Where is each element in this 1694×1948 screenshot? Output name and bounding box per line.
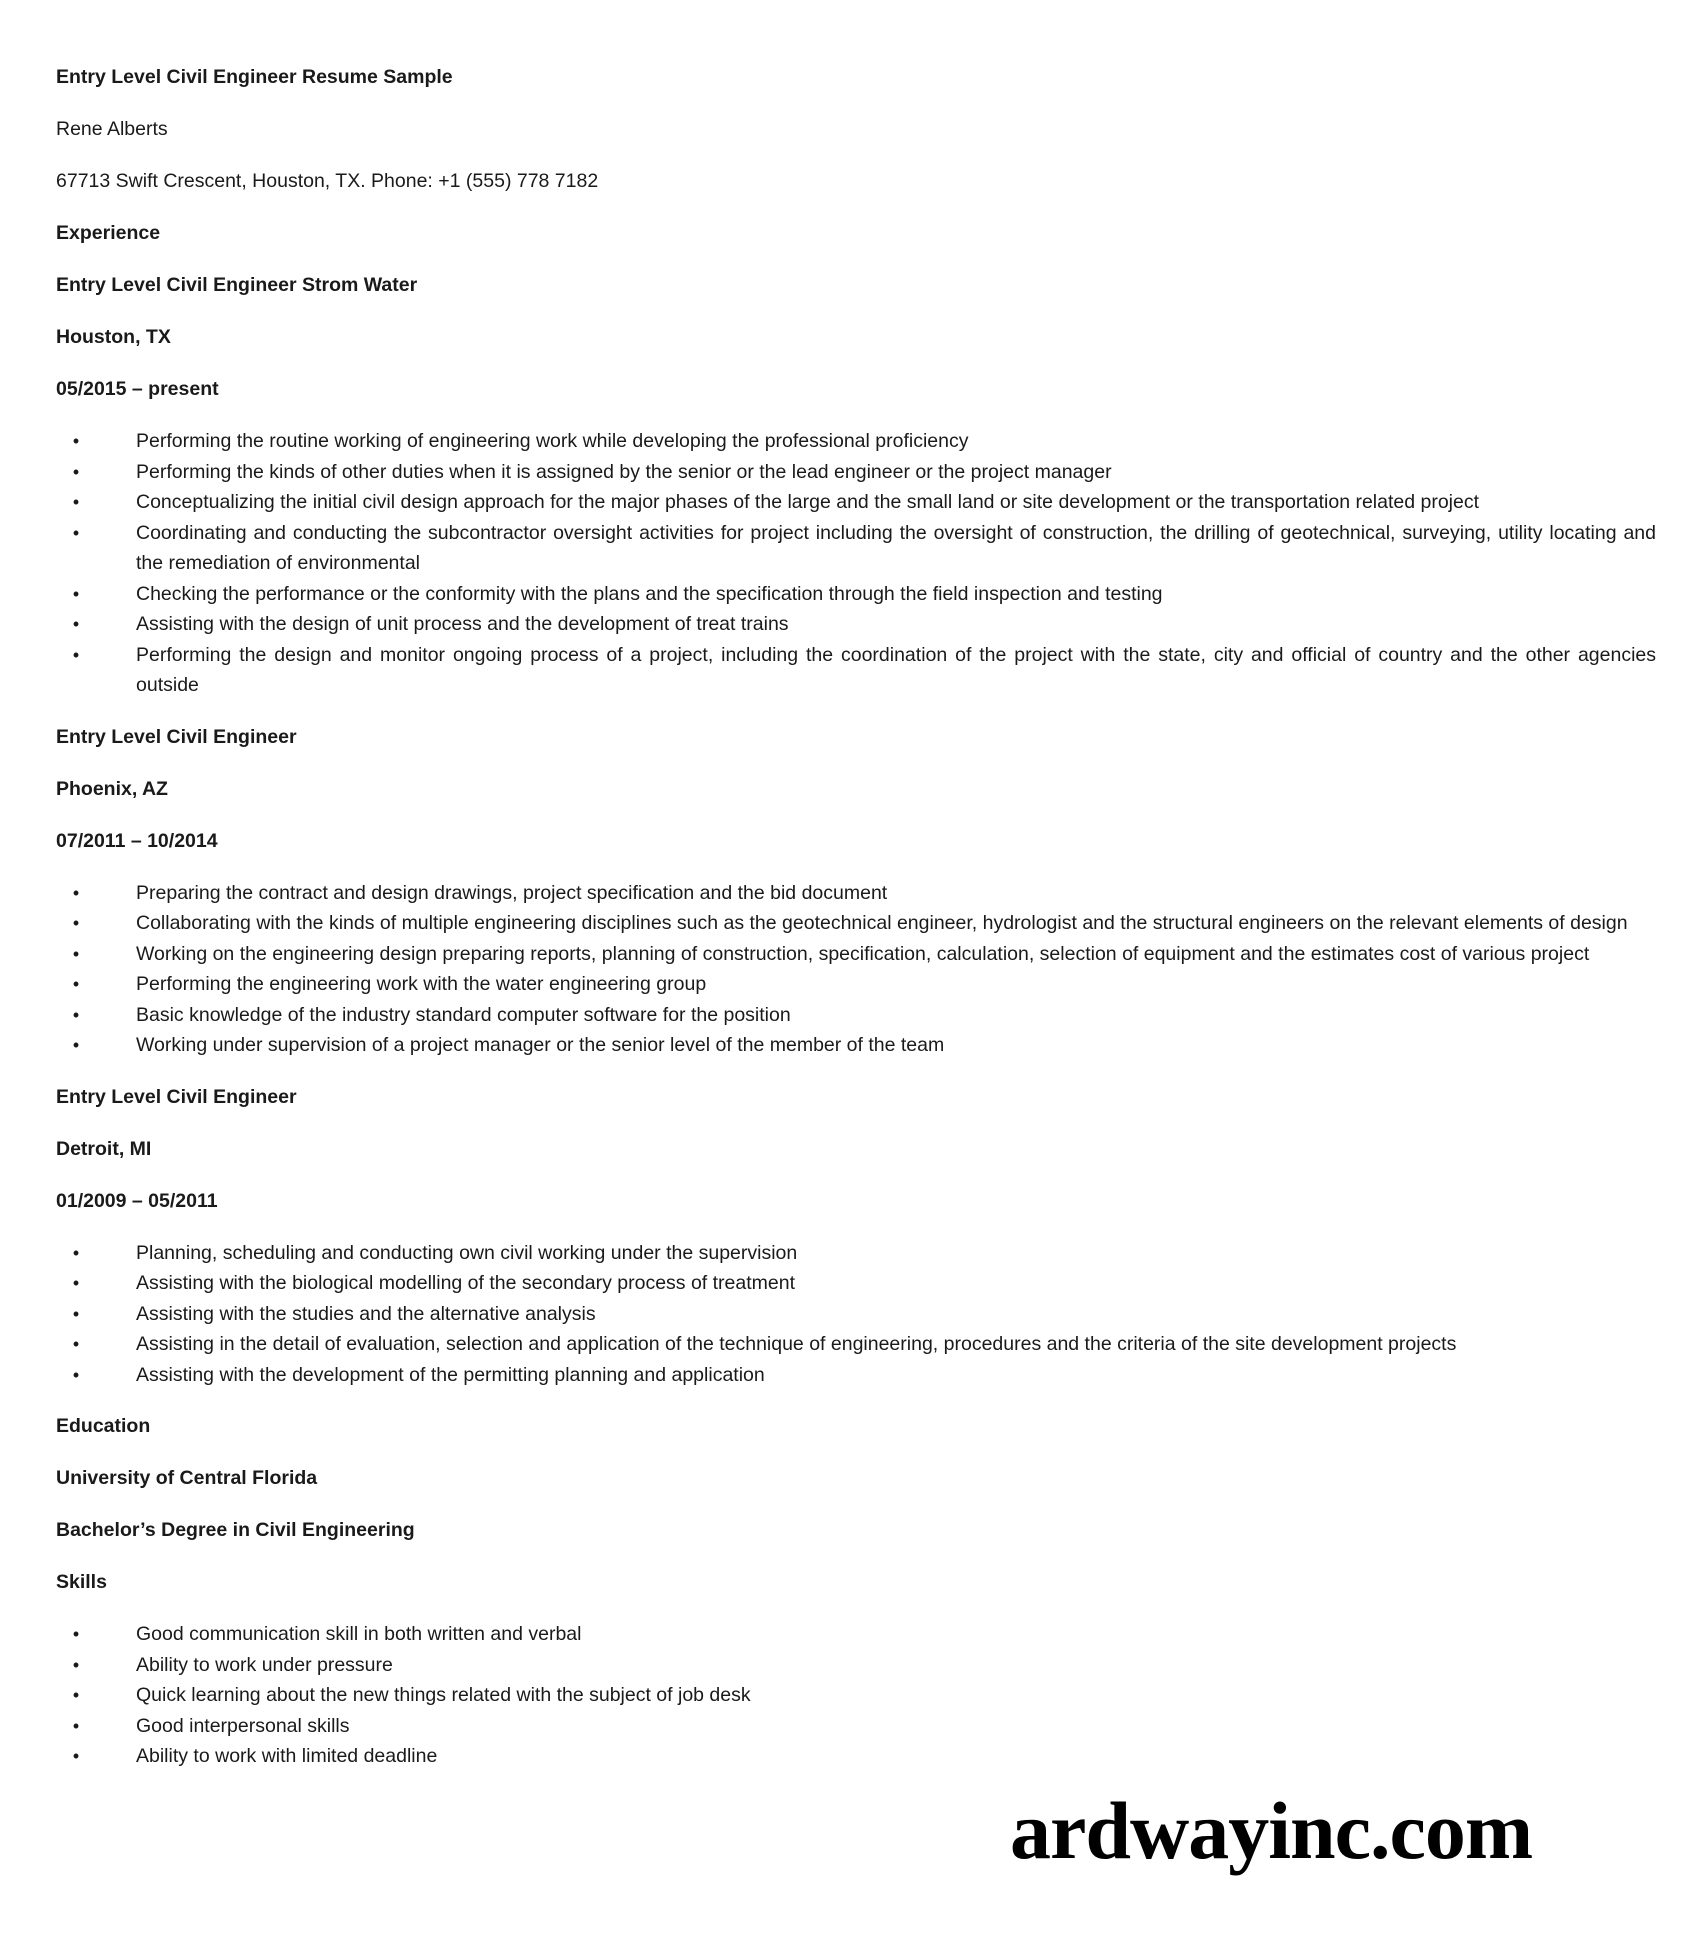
bullet-icon: • — [72, 492, 80, 512]
bullet-text: Ability to work with limited deadline — [136, 1745, 438, 1767]
bullet-icon: • — [72, 882, 80, 903]
bullet-icon: • — [72, 1334, 80, 1354]
bullet-item — [72, 1238, 1656, 1269]
bullet-item — [72, 878, 1656, 909]
job-duties-list — [56, 878, 1656, 1061]
bullet-text: Preparing the contract and design drawings, project specification and the bid document — [136, 881, 888, 904]
contact-info: 67713 Swift Crescent, Houston, TX. Phone: +1 (555) 778 7182 — [56, 170, 599, 192]
bullet-icon: • — [72, 943, 80, 964]
bullet-item — [72, 426, 1656, 457]
bullet-text: Checking the performance or the conformity with the plans and the specification through the field inspection and testing — [136, 582, 1163, 605]
bullet-icon: • — [72, 1654, 80, 1675]
bullet-item — [72, 1030, 1656, 1061]
bullet-item — [72, 1711, 1656, 1742]
job-entry — [56, 722, 1656, 1061]
bullet-text: Basic knowledge of the industry standard computer software for the position — [136, 1003, 791, 1026]
bullet-item — [72, 1268, 1656, 1299]
bullet-item — [72, 1360, 1656, 1391]
bullet-item — [72, 1619, 1656, 1650]
bullet-item — [72, 457, 1656, 488]
job-location: Houston, TX — [56, 326, 171, 348]
watermark: ardwayinc.com — [1010, 1785, 1533, 1876]
job-title: Entry Level Civil Engineer — [56, 1085, 297, 1108]
bullet-text: Performing the kinds of other duties when it is assigned by the senior or the lead engineer or the project manager — [136, 460, 1112, 483]
bullet-item — [72, 518, 1656, 579]
education-heading: Education — [56, 1415, 151, 1437]
bullet-icon: • — [72, 614, 80, 634]
bullet-text: Good communication skill in both written and verbal — [136, 1623, 582, 1645]
job-location: Detroit, MI — [56, 1137, 152, 1160]
skills-list — [56, 1619, 1656, 1772]
bullet-text: Coordinating and conducting the subcontractor oversight activities for project including the oversight of construction, the drilling of geotechnical, surveying, utility locating and the remediation of environmental — [136, 521, 1656, 574]
bullet-text: Performing the engineering work with the water engineering group — [136, 973, 707, 995]
bullet-icon: • — [72, 1364, 80, 1385]
experience-heading: Experience — [56, 222, 161, 244]
job-title: Entry Level Civil Engineer Strom Water — [56, 274, 418, 296]
bullet-item — [72, 487, 1656, 518]
bullet-text: Conceptualizing the initial civil design approach for the major phases of the large and the small land or site development or the transportation related project — [136, 491, 1480, 513]
resume-document — [56, 62, 1656, 1793]
job-dates: 01/2009 – 05/2011 — [56, 1189, 218, 1212]
bullet-icon: • — [72, 1746, 80, 1766]
job-duties-list — [56, 1238, 1656, 1391]
bullet-icon: • — [72, 1273, 80, 1293]
bullet-text: Planning, scheduling and conducting own civil working under the supervision — [136, 1241, 798, 1264]
bullet-item — [72, 1680, 1656, 1711]
job-title: Entry Level Civil Engineer — [56, 725, 297, 748]
bullet-item — [72, 1299, 1656, 1330]
bullet-icon: • — [72, 583, 80, 604]
bullet-text: Working on the engineering design preparing reports, planning of construction, specification, calculation, selection of equipment and the estimates cost of various project — [136, 942, 1590, 965]
job-dates: 07/2011 – 10/2014 — [56, 829, 218, 852]
bullet-icon: • — [72, 1004, 80, 1025]
bullet-item — [72, 609, 1656, 640]
bullet-icon: • — [72, 1303, 80, 1324]
bullet-text: Assisting with the biological modelling of the secondary process of treatment — [136, 1272, 796, 1294]
bullet-text: Working under supervision of a project manager or the senior level of the member of the team — [136, 1034, 945, 1056]
job-entry — [56, 1082, 1656, 1391]
bullet-text: Performing the design and monitor ongoing process of a project, including the coordination of the project with the state, city and official of country and the other agencies outside — [136, 643, 1656, 696]
bullet-icon: • — [72, 1715, 80, 1736]
bullet-text: Collaborating with the kinds of multiple engineering disciplines such as the geotechnical engineer, hydrologist and the structural engineers on the relevant elements of design — [136, 912, 1628, 934]
bullet-text: Assisting with the studies and the alternative analysis — [136, 1302, 596, 1325]
bullet-icon: • — [72, 974, 80, 994]
job-entry — [56, 270, 1656, 701]
bullet-text: Assisting with the design of unit process and the development of treat trains — [136, 613, 789, 635]
bullet-item — [72, 969, 1656, 1000]
bullet-item — [72, 1650, 1656, 1681]
bullet-item — [72, 1741, 1656, 1772]
bullet-icon: • — [72, 1242, 80, 1263]
bullet-text: Performing the routine working of engineering work while developing the professional proficiency — [136, 430, 969, 452]
bullet-icon: • — [72, 1035, 80, 1055]
bullet-text: Assisting with the development of the permitting planning and application — [136, 1363, 765, 1386]
candidate-name: Rene Alberts — [56, 118, 168, 140]
bullet-icon: • — [72, 1685, 80, 1705]
skills-heading: Skills — [56, 1571, 107, 1593]
job-location: Phoenix, AZ — [56, 777, 168, 800]
bullet-icon: • — [72, 522, 80, 543]
job-duties-list — [56, 426, 1656, 701]
bullet-icon: • — [72, 461, 80, 482]
degree: Bachelor’s Degree in Civil Engineering — [56, 1519, 415, 1541]
document-title: Entry Level Civil Engineer Resume Sample — [56, 66, 453, 88]
bullet-icon: • — [72, 913, 80, 933]
bullet-text: Quick learning about the new things related with the subject of job desk — [136, 1684, 751, 1706]
experience-list — [56, 270, 1656, 1390]
job-dates: 05/2015 – present — [56, 378, 219, 400]
bullet-item — [72, 1000, 1656, 1031]
bullet-item — [72, 579, 1656, 610]
bullet-item — [72, 1329, 1656, 1360]
bullet-icon: • — [72, 431, 80, 451]
bullet-icon: • — [72, 644, 80, 665]
school-name: University of Central Florida — [56, 1467, 318, 1489]
bullet-item — [72, 640, 1656, 701]
bullet-item — [72, 939, 1656, 970]
bullet-item — [72, 908, 1656, 939]
bullet-icon: • — [72, 1624, 80, 1644]
bullet-text: Ability to work under pressure — [136, 1653, 393, 1676]
bullet-text: Assisting in the detail of evaluation, selection and application of the technique of engineering, procedures and the criteria of the site development projects — [136, 1333, 1457, 1355]
bullet-text: Good interpersonal skills — [136, 1714, 350, 1737]
